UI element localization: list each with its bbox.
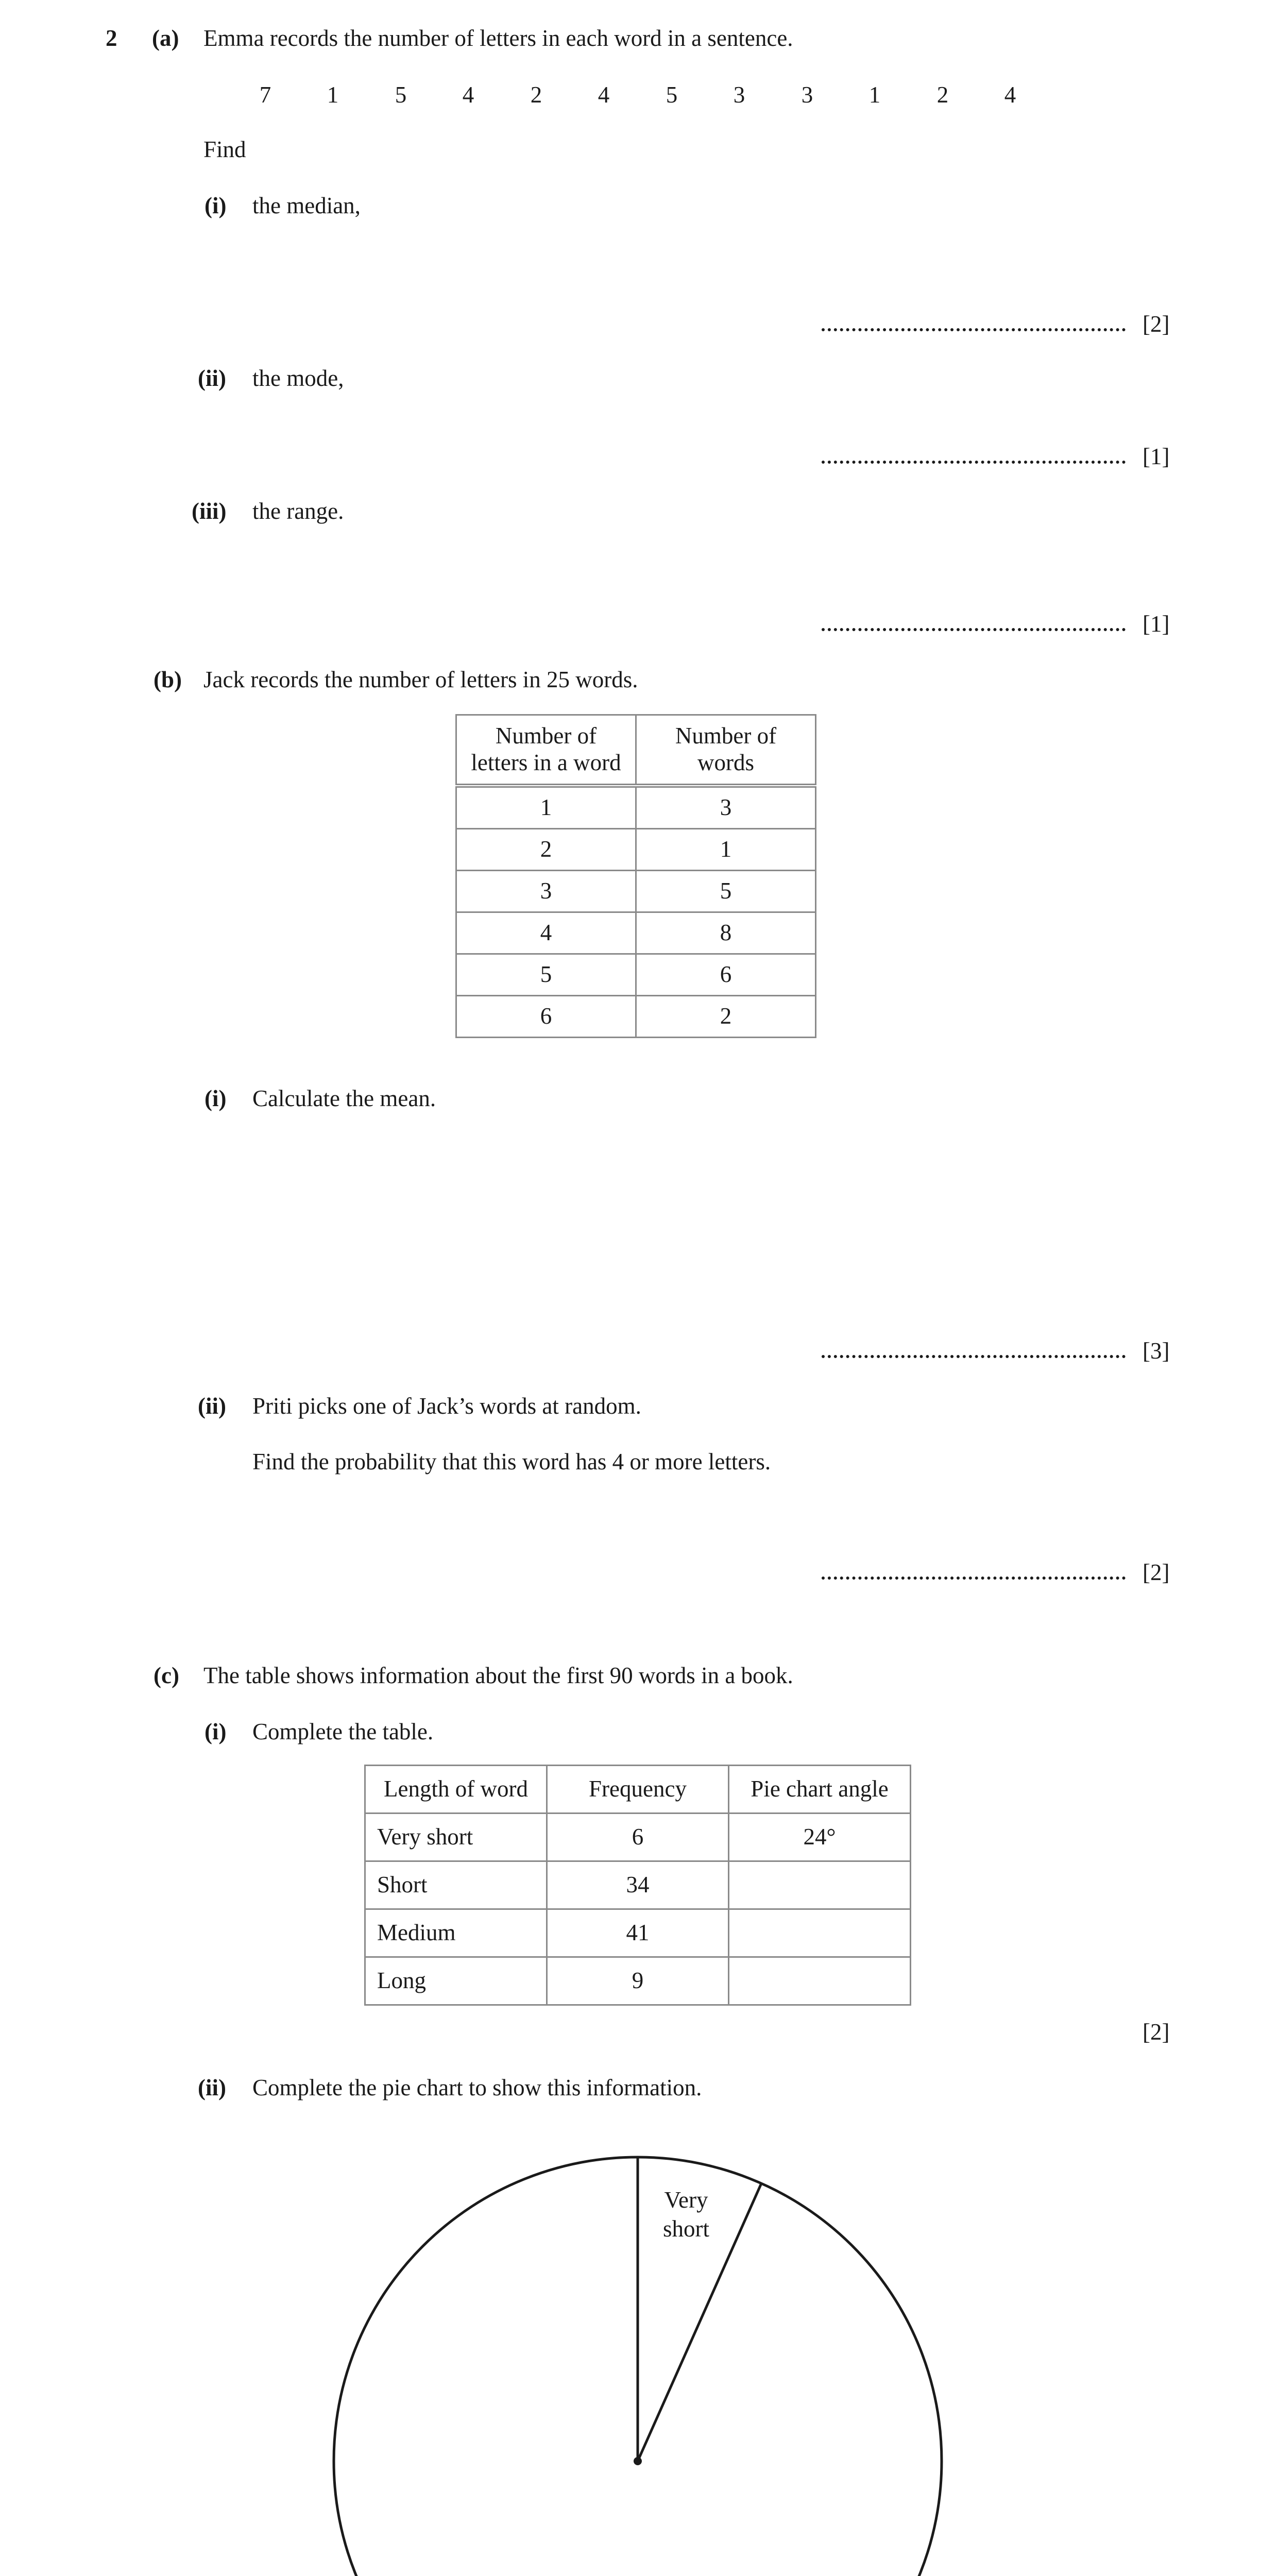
part-b-ii-text2: Find the probability that this word has 4 or more letters.: [252, 1449, 771, 1475]
part-b-ii-label: (ii): [198, 1393, 226, 1419]
cell-words: 3: [636, 786, 816, 829]
part-c-ii-label: (ii): [198, 2075, 226, 2100]
cell-length: Long: [365, 1957, 547, 2005]
part-a-iii-label: (iii): [192, 498, 227, 524]
slice-label-line2: short: [663, 2216, 709, 2242]
part-c-ii-text: Complete the pie chart to show this information.: [252, 2075, 702, 2100]
part-b-ii-text: Priti picks one of Jack’s words at random.: [252, 1393, 641, 1419]
marks-a-ii: [1]: [1143, 444, 1170, 469]
sequence-value: 2: [936, 82, 949, 108]
sequence-value: 4: [1004, 82, 1016, 108]
part-a-i-label: (i): [205, 193, 227, 218]
cell-frequency: 41: [547, 1909, 729, 1957]
part-c-i-label: (i): [205, 1719, 227, 1744]
header-letters-line2: letters in a word: [471, 750, 621, 775]
sequence-value: 4: [462, 82, 474, 108]
part-a-label: (a): [152, 25, 179, 51]
marks-a-i: [2]: [1143, 311, 1170, 337]
header-frequency: Frequency: [547, 1766, 729, 1814]
header-letters-line1: Number of: [495, 723, 597, 749]
cell-letters: 4: [456, 912, 636, 954]
cell-words: 2: [636, 996, 816, 1038]
sequence-value: 3: [733, 82, 745, 108]
part-a-iii-text: the range.: [252, 498, 344, 524]
slice-label-line1: Very: [664, 2187, 708, 2213]
cell-length: Medium: [365, 1909, 547, 1957]
sequence-value: 5: [666, 82, 678, 108]
part-b-label: (b): [154, 667, 182, 692]
cell-words: 8: [636, 912, 816, 954]
sequence-value: 7: [259, 82, 271, 108]
part-a-ii-label: (ii): [198, 365, 226, 391]
cell-words: 1: [636, 829, 816, 871]
part-c-label: (c): [154, 1663, 179, 1688]
cell-words: 6: [636, 954, 816, 996]
cell-angle: 24°: [729, 1814, 911, 1861]
pie-centre-dot: [634, 2457, 642, 2465]
header-angle: Pie chart angle: [729, 1766, 911, 1814]
cell-frequency: 9: [547, 1957, 729, 2005]
question-number: 2: [106, 25, 117, 51]
sequence-value: 2: [530, 82, 542, 108]
cell-letters: 3: [456, 871, 636, 912]
sequence-value: 5: [395, 82, 407, 108]
marks-b-i: [3]: [1143, 1338, 1170, 1364]
marks-a-iii: [1]: [1143, 611, 1170, 637]
cell-frequency: 6: [547, 1814, 729, 1861]
cell-words: 5: [636, 871, 816, 912]
part-b-i-label: (i): [205, 1086, 227, 1111]
cell-length: Very short: [365, 1814, 547, 1861]
sequence-value: 4: [598, 82, 610, 108]
sequence-value: 1: [868, 82, 881, 108]
sequence-value: 1: [327, 82, 339, 108]
header-words-line2: words: [697, 750, 754, 775]
part-b-intro: Jack records the number of letters in 25 words.: [203, 667, 638, 692]
part-c-intro: The table shows information about the first 90 words in a book.: [203, 1663, 793, 1688]
cell-letters: 2: [456, 829, 636, 871]
part-c-i-text: Complete the table.: [252, 1719, 434, 1744]
part-b-i-text: Calculate the mean.: [252, 1086, 436, 1111]
cell-letters: 1: [456, 786, 636, 829]
marks-c-i: [2]: [1143, 2019, 1170, 2045]
find-text: Find: [203, 137, 246, 162]
cell-length: Short: [365, 1861, 547, 1909]
cell-frequency: 34: [547, 1861, 729, 1909]
marks-b-ii: [2]: [1143, 1560, 1170, 1585]
header-length: Length of word: [365, 1766, 547, 1814]
cell-letters: 5: [456, 954, 636, 996]
part-a-i-text: the median,: [252, 193, 361, 218]
cell-letters: 6: [456, 996, 636, 1038]
header-words-line1: Number of: [675, 723, 777, 749]
sequence-value: 3: [801, 82, 813, 108]
part-a-intro: Emma records the number of letters in each word in a sentence.: [203, 25, 793, 51]
part-a-ii-text: the mode,: [252, 365, 344, 391]
